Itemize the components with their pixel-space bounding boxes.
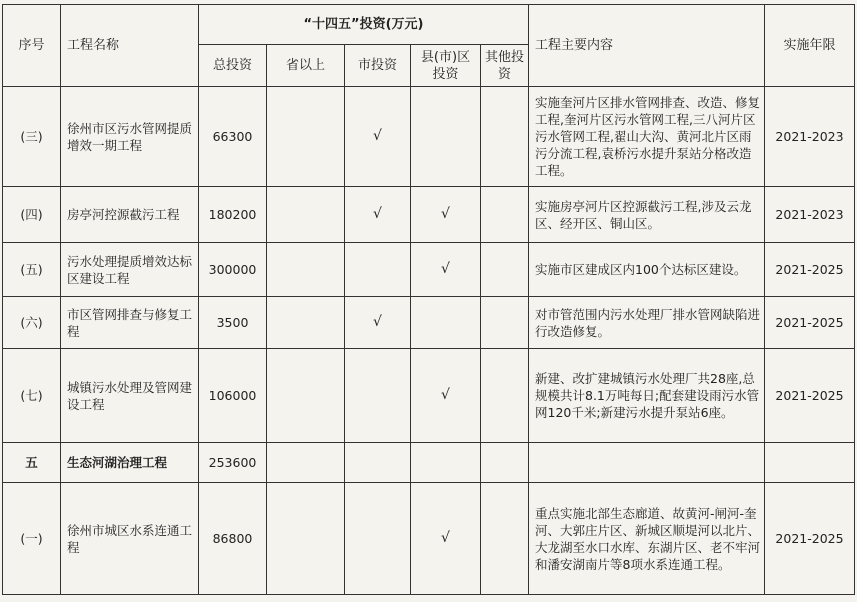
header-province: 省以上 <box>267 45 345 87</box>
table-row <box>3 243 855 297</box>
row-content: 重点实施北部生态廊道、故黄河-闸河-奎河、大郭庄片区、新城区顺堤河以北片、大龙湖至水口水库、东湖片区、老不牢河和潘安湖南片等8项水系连通工程。 <box>529 483 765 595</box>
header-content: 工程主要内容 <box>529 5 765 87</box>
row-other-check <box>481 483 529 595</box>
row-other-check <box>481 187 529 243</box>
row-name: 城镇污水处理及管网建设工程 <box>61 349 199 443</box>
row-years: 2021-2025 <box>765 483 855 595</box>
header-invest-group: “十四五”投资(万元) <box>199 5 529 45</box>
row-total: 66300 <box>199 87 267 187</box>
table-row <box>3 443 855 483</box>
row-city-check <box>345 443 411 483</box>
row-province-check <box>267 483 345 595</box>
row-content: 对市管范围内污水处理厂排水管网缺陷进行改造修复。 <box>529 297 765 349</box>
row-years: 2021-2025 <box>765 349 855 443</box>
row-other-check <box>481 87 529 187</box>
row-content <box>529 443 765 483</box>
row-seq: (一) <box>3 483 61 595</box>
header-other: 其他投资 <box>481 45 529 87</box>
row-county-check: √ <box>411 243 481 297</box>
row-county-check <box>411 87 481 187</box>
row-years: 2021-2023 <box>765 87 855 187</box>
row-city-check <box>345 349 411 443</box>
header-total: 总投资 <box>199 45 267 87</box>
row-county-check: √ <box>411 483 481 595</box>
row-province-check <box>267 243 345 297</box>
row-province-check <box>267 443 345 483</box>
project-table <box>2 4 855 595</box>
header-city: 市投资 <box>345 45 411 87</box>
row-city-check <box>345 483 411 595</box>
row-city-check: √ <box>345 87 411 187</box>
row-total: 3500 <box>199 297 267 349</box>
row-province-check <box>267 87 345 187</box>
header-seq: 序号 <box>3 5 61 87</box>
row-city-check: √ <box>345 297 411 349</box>
row-county-check <box>411 443 481 483</box>
row-province-check <box>267 187 345 243</box>
row-total: 106000 <box>199 349 267 443</box>
row-name: 市区管网排查与修复工程 <box>61 297 199 349</box>
row-county-check: √ <box>411 187 481 243</box>
row-county-check <box>411 297 481 349</box>
row-content: 实施房亭河片区控源截污工程,涉及云龙区、经开区、铜山区。 <box>529 187 765 243</box>
row-total: 180200 <box>199 187 267 243</box>
row-other-check <box>481 243 529 297</box>
row-name: 徐州市区污水管网提质增效一期工程 <box>61 87 199 187</box>
row-years: 2021-2023 <box>765 187 855 243</box>
row-total: 300000 <box>199 243 267 297</box>
row-years: 2021-2025 <box>765 243 855 297</box>
row-years: 2021-2025 <box>765 297 855 349</box>
row-content: 新建、改扩建城镇污水处理厂共28座,总规模共计8.1万吨每日;配套建设雨污水管网120千米;新建污水提升泵站6座。 <box>529 349 765 443</box>
header-name: 工程名称 <box>61 5 199 87</box>
row-seq: (七) <box>3 349 61 443</box>
row-other-check <box>481 443 529 483</box>
row-seq: (五) <box>3 243 61 297</box>
row-total: 253600 <box>199 443 267 483</box>
row-province-check <box>267 349 345 443</box>
row-province-check <box>267 297 345 349</box>
table-row <box>3 297 855 349</box>
row-total: 86800 <box>199 483 267 595</box>
row-seq: (三) <box>3 87 61 187</box>
row-years <box>765 443 855 483</box>
table-row <box>3 87 855 187</box>
table-row <box>3 187 855 243</box>
table-row <box>3 483 855 595</box>
row-seq: 五 <box>3 443 61 483</box>
row-other-check <box>481 349 529 443</box>
row-county-check: √ <box>411 349 481 443</box>
row-name: 徐州市城区水系连通工程 <box>61 483 199 595</box>
table-row <box>3 349 855 443</box>
row-content: 实施奎河片区排水管网排查、改造、修复工程,奎河片区污水管网工程,三八河片区污水管网工程,翟山大沟、黄河北片区雨污分流工程,袁桥污水提升泵站分格改造工程。 <box>529 87 765 187</box>
row-name: 房亭河控源截污工程 <box>61 187 199 243</box>
row-other-check <box>481 297 529 349</box>
header-county: 县(市)区投资 <box>411 45 481 87</box>
row-seq: (六) <box>3 297 61 349</box>
row-name: 污水处理提质增效达标区建设工程 <box>61 243 199 297</box>
row-seq: (四) <box>3 187 61 243</box>
header-years: 实施年限 <box>765 5 855 87</box>
row-content: 实施市区建成区内100个达标区建设。 <box>529 243 765 297</box>
row-city-check: √ <box>345 187 411 243</box>
row-name: 生态河湖治理工程 <box>61 443 199 483</box>
row-city-check <box>345 243 411 297</box>
